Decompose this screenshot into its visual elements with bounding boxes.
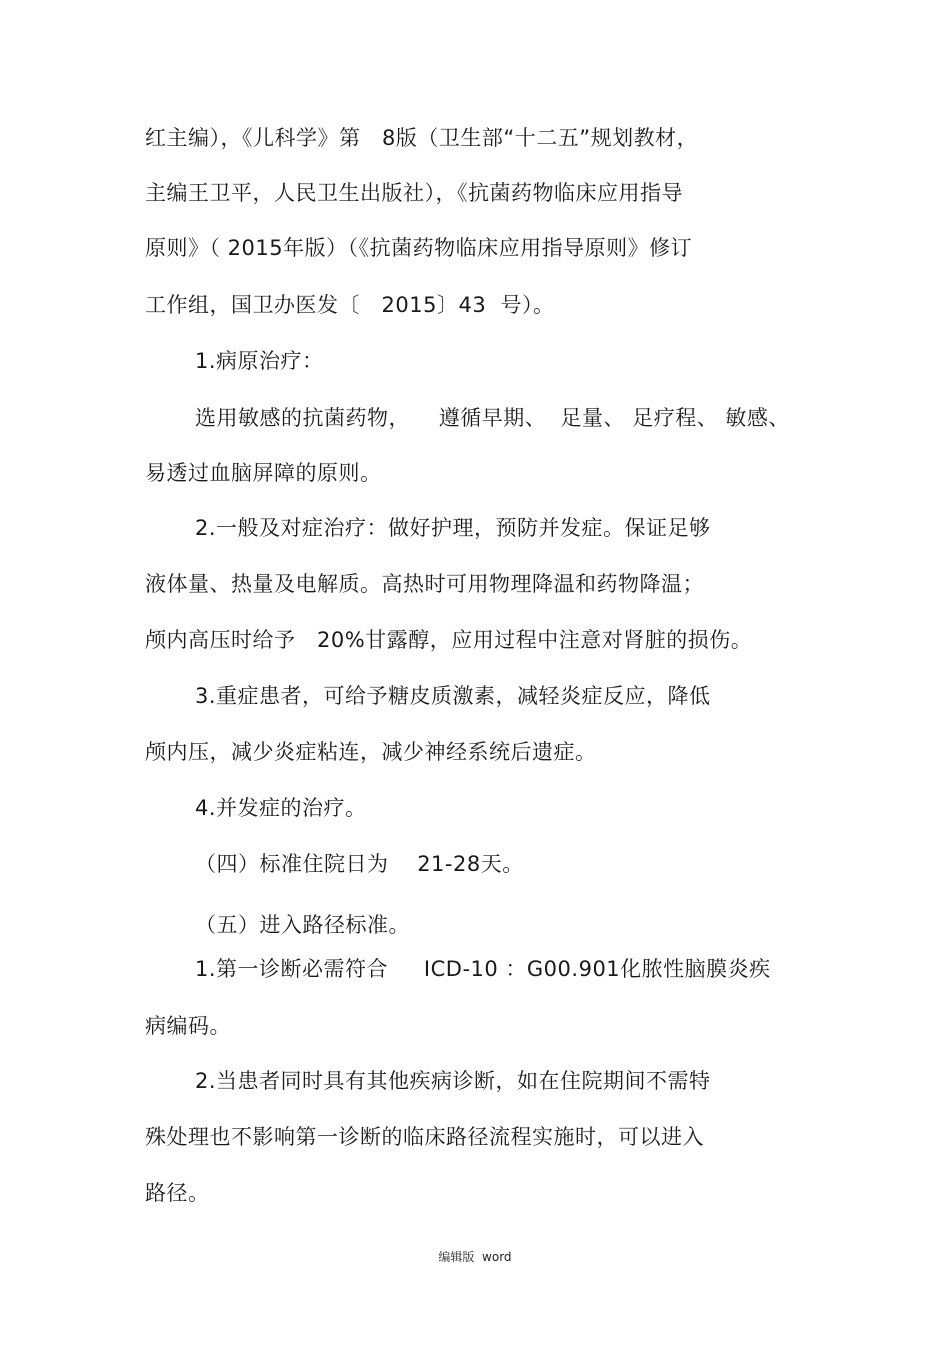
text-line-4: 工作组，国卫办医发〔 2015〕43 号）。 bbox=[145, 293, 555, 317]
text-line-2: 主编王卫平，人民卫生出版社），《抗菌药物临床应用指导 bbox=[145, 181, 683, 205]
text-line-12: 颅内压，减少炎症粘连，减少神经系统后遗症。 bbox=[145, 740, 597, 764]
text-line-20: 路径。 bbox=[145, 1181, 210, 1205]
text-line-6: 选用敏感的抗菌药物， 遵循早期、 足量、 足疗程、 敏感、 bbox=[195, 406, 790, 430]
text-line-3: 原则》（ 2015年版）（《抗菌药物临床应用指导原则》修订 bbox=[145, 236, 693, 260]
text-line-1: 红主编），《儿科学》第 8版（卫生部“十二五”规划教材， bbox=[145, 126, 699, 150]
text-line-14: （四）标准住院日为 21-28天。 bbox=[195, 852, 524, 876]
text-line-19: 殊处理也不影响第一诊断的临床路径流程实施时，可以进入 bbox=[145, 1125, 704, 1149]
text-line-15: （五）进入路径标准。 bbox=[195, 913, 410, 937]
text-line-8: 2.一般及对症治疗：做好护理，预防并发症。保证足够 bbox=[195, 516, 711, 540]
text-line-13: 4.并发症的治疗。 bbox=[195, 796, 367, 820]
text-line-7: 易透过血脑屏障的原则。 bbox=[145, 461, 382, 485]
page-footer: 编辑版 word bbox=[438, 1250, 512, 1264]
text-line-11: 3.重症患者，可给予糖皮质激素，减轻炎症反应，降低 bbox=[195, 684, 711, 708]
text-line-5: 1.病原治疗： bbox=[195, 349, 324, 373]
text-line-10: 颅内高压时给予 20%甘露醇，应用过程中注意对肾脏的损伤。 bbox=[145, 628, 753, 652]
text-line-17: 病编码。 bbox=[145, 1014, 231, 1038]
text-line-16: 1.第一诊断必需符合 ICD-10 ：G00.901化脓性脑膜炎疾 bbox=[195, 957, 771, 981]
text-line-18: 2.当患者同时具有其他疾病诊断，如在住院期间不需特 bbox=[195, 1069, 711, 1093]
text-line-9: 液体量、热量及电解质。高热时可用物理降温和药物降温； bbox=[145, 572, 704, 596]
